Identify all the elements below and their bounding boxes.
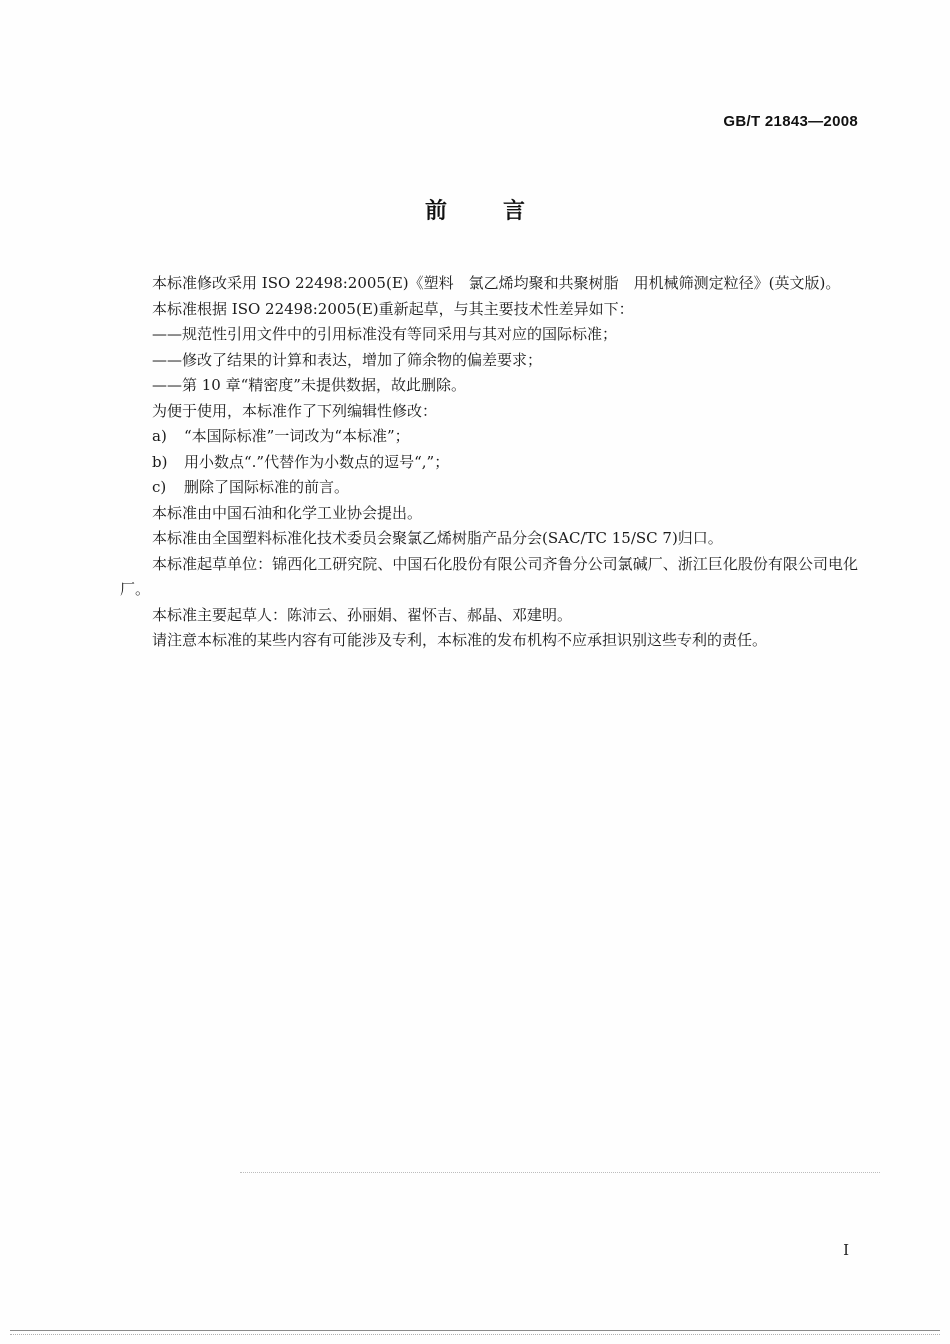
paragraph-proposer: 本标准由中国石油和化学工业协会提出。 — [152, 503, 423, 522]
difference-item: ——第 10 章“精密度”未提供数据，故此删除。 — [152, 376, 466, 394]
page-title: 前言 — [424, 199, 581, 224]
editorial-list-item — [120, 424, 858, 450]
list-text: 删除了国际标准的前言。 — [184, 478, 350, 496]
scan-bottom-edge — [10, 1330, 940, 1335]
list-label: b) — [152, 452, 168, 471]
paragraph-editorial-intro: 为便于使用，本标准作了下列编辑性修改： — [152, 401, 438, 420]
scan-artifact-line — [240, 1172, 880, 1176]
foreword-body — [120, 271, 858, 654]
standard-code: GB/T 21843—2008 — [723, 113, 858, 130]
page-number: I — [843, 1241, 849, 1259]
list-label: c) — [152, 478, 167, 496]
list-text: “本国际标准”一词改为“本标准”； — [184, 427, 410, 445]
editorial-list-item — [120, 450, 858, 476]
list-text: 用小数点“.”代替作为小数点的逗号“,”； — [184, 452, 450, 471]
paragraph-committee: 本标准由全国塑料标准化技术委员会聚氯乙烯树脂产品分会(SAC/TC 15/SC 7)归口。 — [152, 529, 723, 547]
paragraph-patent-notice: 请注意本标准的某些内容有可能涉及专利，本标准的发布机构不应承担识别这些专利的责任。 — [152, 631, 768, 649]
difference-item: ——规范性引用文件中的引用标准没有等同采用与其对应的国际标准； — [152, 325, 618, 343]
paragraph-drafting-units: 本标准起草单位：锦西化工研究院、中国石化股份有限公司齐鲁分公司氯碱厂、浙江巨化股份有限公司电化厂。 — [120, 554, 858, 598]
paragraph-drafting-basis: 本标准根据 ISO 22498:2005(E)重新起草，与其主要技术性差异如下： — [152, 299, 634, 318]
paragraph-adoption: 本标准修改采用 ISO 22498:2005(E)《塑料 氯乙烯均聚和共聚树脂 用机械筛测定粒径》(英文版)。 — [152, 274, 841, 292]
difference-item: ——修改了结果的计算和表达，增加了筛余物的偏差要求； — [152, 350, 543, 369]
list-label: a) — [152, 427, 167, 445]
paragraph-drafters: 本标准主要起草人：陈沛云、孙丽娟、翟怀吉、郝晶、邓建明。 — [152, 605, 573, 624]
editorial-list-item — [120, 475, 858, 501]
